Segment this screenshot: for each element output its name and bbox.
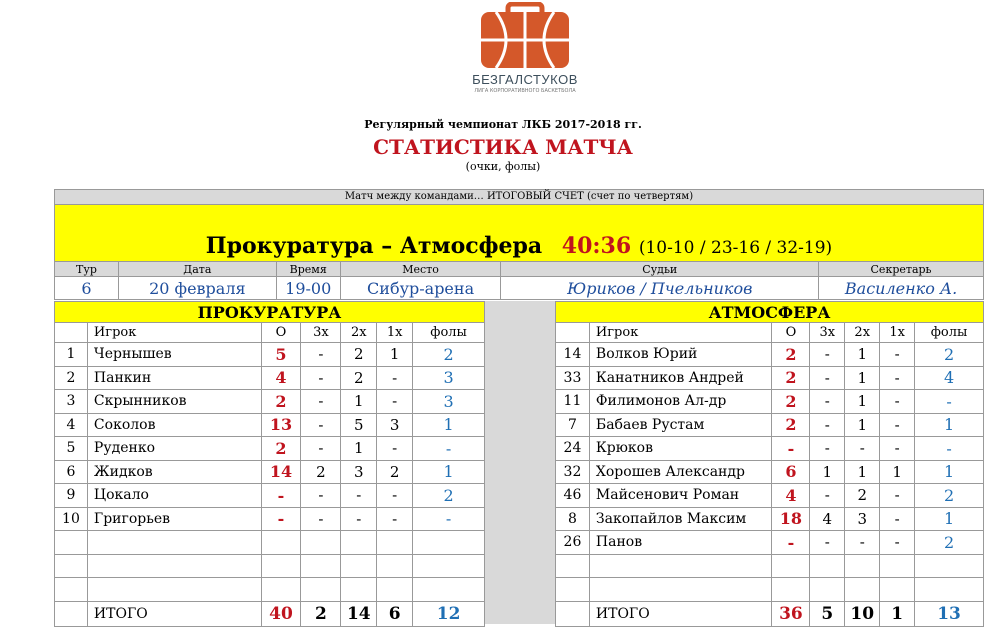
player-fouls: 4 [915, 366, 984, 390]
player-two-pointers: - [845, 531, 880, 555]
col-player: Игрок [87, 323, 261, 343]
header-time: Время [276, 262, 340, 277]
player-name: Канатников Андрей [589, 366, 772, 390]
player-number [556, 578, 590, 602]
player-free-throws [377, 531, 413, 555]
player-points: - [772, 531, 810, 555]
player-free-throws: 1 [880, 460, 915, 484]
player-points: 2 [772, 366, 810, 390]
player-free-throws: 1 [377, 343, 413, 367]
player-free-throws: - [377, 390, 413, 414]
player-name: Жидков [87, 460, 261, 484]
player-three-pointers: 1 [810, 460, 845, 484]
player-number [55, 554, 88, 578]
player-fouls: 3 [413, 366, 485, 390]
player-row [556, 366, 984, 390]
player-three-pointers: - [810, 390, 845, 414]
player-free-throws [880, 554, 915, 578]
player-points: 6 [772, 460, 810, 484]
player-name: Закопайлов Максим [589, 507, 772, 531]
player-three-pointers: - [301, 343, 341, 367]
player-three-pointers: - [301, 437, 341, 461]
player-name: Волков Юрий [589, 343, 772, 367]
player-free-throws: - [880, 484, 915, 508]
player-points: 2 [261, 437, 301, 461]
total-fouls: 12 [413, 601, 485, 626]
player-fouls [413, 578, 485, 602]
player-two-pointers: 1 [341, 437, 377, 461]
player-three-pointers [301, 531, 341, 555]
player-name: Крюков [589, 437, 772, 461]
player-row [556, 460, 984, 484]
player-three-pointers: - [810, 484, 845, 508]
away-team-name: АТМОСФЕРА [556, 302, 984, 323]
player-row [556, 484, 984, 508]
player-number: 1 [55, 343, 88, 367]
player-points [261, 531, 301, 555]
header-referees: Судьи [501, 262, 819, 277]
player-row [556, 343, 984, 367]
player-row [55, 437, 485, 461]
player-points: 4 [261, 366, 301, 390]
league-logo [470, 2, 580, 102]
player-three-pointers: - [301, 413, 341, 437]
player-free-throws: - [377, 484, 413, 508]
total-points: 40 [261, 601, 301, 626]
player-fouls: 3 [413, 390, 485, 414]
player-three-pointers: - [810, 531, 845, 555]
player-free-throws: - [880, 343, 915, 367]
player-three-pointers [810, 554, 845, 578]
player-points: 13 [261, 413, 301, 437]
player-free-throws [377, 554, 413, 578]
player-free-throws: - [880, 437, 915, 461]
player-free-throws: 3 [377, 413, 413, 437]
player-fouls: - [413, 507, 485, 531]
value-date: 20 февраля [118, 277, 276, 300]
league-brand-name: БЕЗГАЛСТУКОВ [472, 72, 578, 87]
col-points: О [772, 323, 810, 343]
player-two-pointers: 3 [341, 460, 377, 484]
away-team-table [555, 301, 984, 627]
player-three-pointers: - [301, 390, 341, 414]
player-points [261, 578, 301, 602]
player-two-pointers [845, 554, 880, 578]
player-name: Цокало [87, 484, 261, 508]
player-number: 33 [556, 366, 590, 390]
player-row [556, 413, 984, 437]
player-points: 2 [772, 343, 810, 367]
player-points: 2 [772, 413, 810, 437]
col-three: 3х [301, 323, 341, 343]
value-secretary: Василенко А. [819, 277, 984, 300]
player-three-pointers [301, 554, 341, 578]
player-free-throws: - [880, 413, 915, 437]
player-points: 2 [261, 390, 301, 414]
player-three-pointers: 4 [810, 507, 845, 531]
player-two-pointers: 2 [341, 343, 377, 367]
league-tagline: ЛИГА КОРПОРАТИВНОГО БАСКЕТБОЛА [474, 88, 576, 94]
player-number: 26 [556, 531, 590, 555]
header-round: Тур [55, 262, 119, 277]
player-name: Руденко [87, 437, 261, 461]
stats-note: (очки, фолы) [465, 160, 541, 173]
col-two: 2х [845, 323, 880, 343]
player-free-throws: - [880, 531, 915, 555]
player-points [772, 554, 810, 578]
player-number: 4 [55, 413, 88, 437]
page-title: СТАТИСТИКА МАТЧА [373, 135, 633, 159]
player-row [55, 413, 485, 437]
player-points: - [261, 484, 301, 508]
total-points: 36 [772, 601, 810, 626]
player-row [55, 554, 485, 578]
table-divider [485, 301, 555, 624]
player-fouls: 2 [915, 343, 984, 367]
home-team-table [54, 301, 485, 627]
col-fouls: фолы [413, 323, 485, 343]
player-fouls: 2 [915, 484, 984, 508]
player-points [772, 578, 810, 602]
col-fouls: фолы [915, 323, 984, 343]
player-row [55, 578, 485, 602]
player-two-pointers: 1 [845, 390, 880, 414]
total-label: ИТОГО [87, 601, 261, 626]
player-free-throws [880, 578, 915, 602]
player-name: Соколов [87, 413, 261, 437]
player-three-pointers [810, 578, 845, 602]
player-number [55, 578, 88, 602]
player-row [55, 366, 485, 390]
player-free-throws: - [377, 507, 413, 531]
player-row [55, 460, 485, 484]
player-number: 46 [556, 484, 590, 508]
player-two-pointers: 3 [845, 507, 880, 531]
home-team-name: ПРОКУРАТУРА [55, 302, 485, 323]
player-number: 2 [55, 366, 88, 390]
player-free-throws: - [880, 507, 915, 531]
player-fouls: 1 [915, 460, 984, 484]
player-number: 10 [55, 507, 88, 531]
value-time: 19-00 [276, 277, 340, 300]
player-three-pointers: - [301, 507, 341, 531]
player-fouls: 2 [915, 531, 984, 555]
player-fouls: - [413, 437, 485, 461]
player-free-throws: - [880, 390, 915, 414]
total-three: 5 [810, 601, 845, 626]
player-name: Чернышев [87, 343, 261, 367]
player-fouls: 2 [413, 343, 485, 367]
championship-subtitle: Регулярный чемпионат ЛКБ 2017-2018 гг. [364, 118, 642, 131]
header-date: Дата [118, 262, 276, 277]
player-row [556, 507, 984, 531]
player-name: Хорошев Александр [589, 460, 772, 484]
player-number: 8 [556, 507, 590, 531]
player-two-pointers [341, 531, 377, 555]
col-two: 2х [341, 323, 377, 343]
col-three: 3х [810, 323, 845, 343]
player-name [589, 578, 772, 602]
player-number [55, 531, 88, 555]
player-row [556, 531, 984, 555]
player-two-pointers: 1 [341, 390, 377, 414]
header-secretary: Секретарь [819, 262, 984, 277]
player-name: Филимонов Ал-др [589, 390, 772, 414]
player-two-pointers [845, 578, 880, 602]
player-points: 14 [261, 460, 301, 484]
player-two-pointers: - [341, 507, 377, 531]
col-one: 1х [880, 323, 915, 343]
player-two-pointers: - [341, 484, 377, 508]
player-name: Панов [589, 531, 772, 555]
player-row [55, 507, 485, 531]
player-name: Майсенович Роман [589, 484, 772, 508]
player-fouls: - [915, 437, 984, 461]
player-two-pointers: 2 [845, 484, 880, 508]
player-three-pointers [301, 578, 341, 602]
total-number [55, 601, 88, 626]
player-two-pointers: - [845, 437, 880, 461]
match-score: 40:36 [561, 233, 632, 259]
total-three: 2 [301, 601, 341, 626]
player-number: 7 [556, 413, 590, 437]
player-points: - [772, 437, 810, 461]
player-points [261, 554, 301, 578]
player-two-pointers: 1 [845, 343, 880, 367]
player-number: 14 [556, 343, 590, 367]
player-fouls: 1 [413, 413, 485, 437]
player-points: - [261, 507, 301, 531]
player-row [55, 484, 485, 508]
total-one: 1 [880, 601, 915, 626]
player-row [55, 531, 485, 555]
player-free-throws: 2 [377, 460, 413, 484]
player-fouls [413, 531, 485, 555]
player-three-pointers: - [301, 484, 341, 508]
player-points: 2 [772, 390, 810, 414]
player-two-pointers: 1 [845, 460, 880, 484]
player-name [87, 531, 261, 555]
col-one: 1х [377, 323, 413, 343]
value-round: 6 [55, 277, 119, 300]
player-three-pointers: 2 [301, 460, 341, 484]
player-row [556, 437, 984, 461]
player-two-pointers: 1 [845, 366, 880, 390]
player-name: Бабаев Рустам [589, 413, 772, 437]
player-name [87, 554, 261, 578]
value-venue: Сибур-арена [340, 277, 501, 300]
match-teams: Прокуратура – Атмосфера [205, 233, 543, 259]
quarter-scores: (10-10 / 23-16 / 32-19) [638, 238, 833, 258]
player-number: 3 [55, 390, 88, 414]
total-fouls: 13 [915, 601, 984, 626]
player-points: 18 [772, 507, 810, 531]
player-free-throws: - [377, 366, 413, 390]
player-three-pointers: - [810, 437, 845, 461]
col-points: О [261, 323, 301, 343]
total-one: 6 [377, 601, 413, 626]
player-points: 4 [772, 484, 810, 508]
player-row [55, 343, 485, 367]
player-two-pointers: 2 [341, 366, 377, 390]
player-row [556, 578, 984, 602]
value-referees: Юриков / Пчельников [501, 277, 819, 300]
basketball-briefcase-icon [478, 2, 572, 70]
player-number [556, 554, 590, 578]
player-number: 11 [556, 390, 590, 414]
player-fouls: 1 [413, 460, 485, 484]
match-info-table [54, 261, 984, 300]
player-two-pointers [341, 554, 377, 578]
player-number: 5 [55, 437, 88, 461]
player-name: Панкин [87, 366, 261, 390]
player-row [556, 390, 984, 414]
total-two: 14 [341, 601, 377, 626]
player-free-throws [377, 578, 413, 602]
player-name: Григорьев [87, 507, 261, 531]
player-free-throws: - [880, 366, 915, 390]
match-banner [54, 205, 984, 261]
player-three-pointers: - [301, 366, 341, 390]
player-number: 24 [556, 437, 590, 461]
player-name [589, 554, 772, 578]
player-three-pointers: - [810, 366, 845, 390]
player-two-pointers [341, 578, 377, 602]
player-two-pointers: 5 [341, 413, 377, 437]
total-number [556, 601, 590, 626]
player-row [55, 390, 485, 414]
player-three-pointers: - [810, 413, 845, 437]
player-points: 5 [261, 343, 301, 367]
player-fouls: 2 [413, 484, 485, 508]
header-venue: Место [340, 262, 501, 277]
player-row [556, 554, 984, 578]
col-player: Игрок [589, 323, 772, 343]
player-two-pointers: 1 [845, 413, 880, 437]
player-name: Скрынников [87, 390, 261, 414]
player-fouls: 1 [915, 413, 984, 437]
col-number [55, 323, 88, 343]
player-number: 6 [55, 460, 88, 484]
match-banner-label: Матч между командами… ИТОГОВЫЙ СЧЕТ (счет по четвертям) [54, 189, 984, 205]
total-label: ИТОГО [589, 601, 772, 626]
player-number: 32 [556, 460, 590, 484]
player-fouls: 1 [915, 507, 984, 531]
player-fouls [915, 578, 984, 602]
player-fouls [413, 554, 485, 578]
player-name [87, 578, 261, 602]
player-free-throws: - [377, 437, 413, 461]
total-two: 10 [845, 601, 880, 626]
player-three-pointers: - [810, 343, 845, 367]
player-fouls [915, 554, 984, 578]
col-number [556, 323, 590, 343]
player-fouls: - [915, 390, 984, 414]
player-number: 9 [55, 484, 88, 508]
